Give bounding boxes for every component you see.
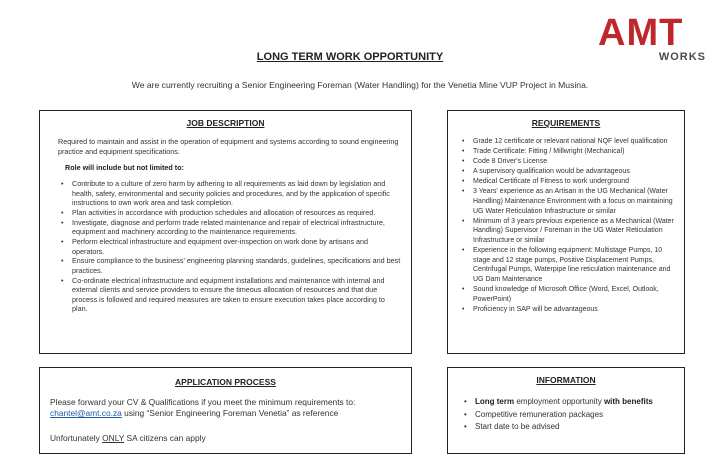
position-title: Senior Engineering Foreman (Water Handling) [241, 80, 419, 90]
duty-item: • Contribute to a culture of zero harm by adhering to all requirements as laid down by legislation and health, safety, environmental and security policies and procedures, and by the application of specific instructions to own work area and task completion. [72, 179, 401, 207]
page-title: LONG TERM WORK OPPORTUNITY [256, 51, 444, 63]
information-box [447, 367, 685, 454]
requirement-item: • Experience in the following equipment: Multistage Pumps, 10 stage and 12 stage pumps, Positive Displacement Pumps, Centrifugal Pumps, Waterpipe line reticulation maintenance and UG Dam Maintenance [473, 246, 676, 284]
logo-tagline: WORKS [658, 51, 706, 63]
duty-item: • Perform electrical infrastructure and equipment over-inspection on work done by artisans and operators. [72, 237, 401, 256]
information-heading: INFORMATION [536, 375, 596, 385]
information-list [448, 396, 676, 433]
application-heading: APPLICATION PROCESS [175, 377, 276, 387]
logo-wordmark: AMT [598, 12, 684, 54]
requirement-item: • Code 8 Driver's License [473, 157, 676, 167]
requirements-box [447, 110, 685, 354]
citizenship-note: Unfortunately ONLY SA citizens can apply [50, 433, 206, 443]
job-description-heading: JOB DESCRIPTION [186, 118, 265, 128]
email-link[interactable]: chantel@amt.co.za [50, 408, 122, 418]
requirement-item: • 3 Years' experience as an Artisan in the UG Mechanical (Water Handling) Maintenance Environment with a focus on maintaining UG Water Reticulation Infrastructure or similar [473, 187, 676, 216]
requirement-item: • Medical Certificate of Fitness to work underground [473, 177, 676, 187]
requirement-item: • Proficiency in SAP will be advantageous [473, 305, 676, 315]
info-item: • Competitive remuneration packages [475, 409, 676, 421]
requirement-item: • Minimum of 3 years previous experience as a Mechanical (Water Handling) Supervisor / Foreman in the UG Water Reticulation Infrastructure or similar [473, 217, 676, 246]
requirement-item: • Grade 12 certificate or relevant national NQF level qualification [473, 137, 676, 147]
requirement-item: • Trade Certificate: Fitting / Millwright (Mechanical) [473, 147, 676, 157]
requirements-heading: REQUIREMENTS [531, 118, 601, 128]
info-item: • Long term employment opportunity with benefits [475, 396, 676, 408]
job-summary: Required to maintain and assist in the operation of equipment and systems according to sound engineering practice and equipment specifications. [58, 137, 399, 156]
info-item: • Start date to be advised [475, 421, 676, 433]
duty-item: • Co-ordinate electrical infrastructure and equipment installations and maintenance with internal and external clients and service providers to ensure the timeous allocation of resources and that due process is followed and required measures are taken to ensure execution takes place according to plan. [72, 276, 401, 314]
duties-list [40, 179, 401, 313]
only-emphasis: ONLY [102, 433, 125, 443]
intro-text: We are currently recruiting a Senior Engineering Foreman (Water Handling) for the Venetia Mine VUP Project in Musina. [131, 80, 589, 90]
role-subheading: Role will include but not limited to: [65, 163, 184, 173]
job-description-box [39, 110, 412, 354]
duty-item: • Investigate, diagnose and perform trade related maintenance and repair of electrical infrastructure, equipment and machinery according to the maintenance requirements. [72, 218, 401, 237]
application-process-box [39, 367, 412, 454]
requirements-list [448, 137, 676, 314]
application-instructions: Please forward your CV & Qualifications if you meet the minimum requirements to: chantel@amt.co.za using “Senior Engineering Foreman Venetia” as reference [50, 397, 356, 418]
duty-item: • Plan activities in accordance with production schedules and allocation of resources as required. [72, 208, 401, 217]
requirement-item: • A supervisory qualification would be advantageous [473, 167, 676, 177]
requirement-item: • Sound knowledge of Microsoft Office (Word, Excel, Outlook, PowerPoint) [473, 285, 676, 304]
duty-item: • Ensure compliance to the business' engineering planning standards, guidelines, specifications and best practices. [72, 256, 401, 275]
